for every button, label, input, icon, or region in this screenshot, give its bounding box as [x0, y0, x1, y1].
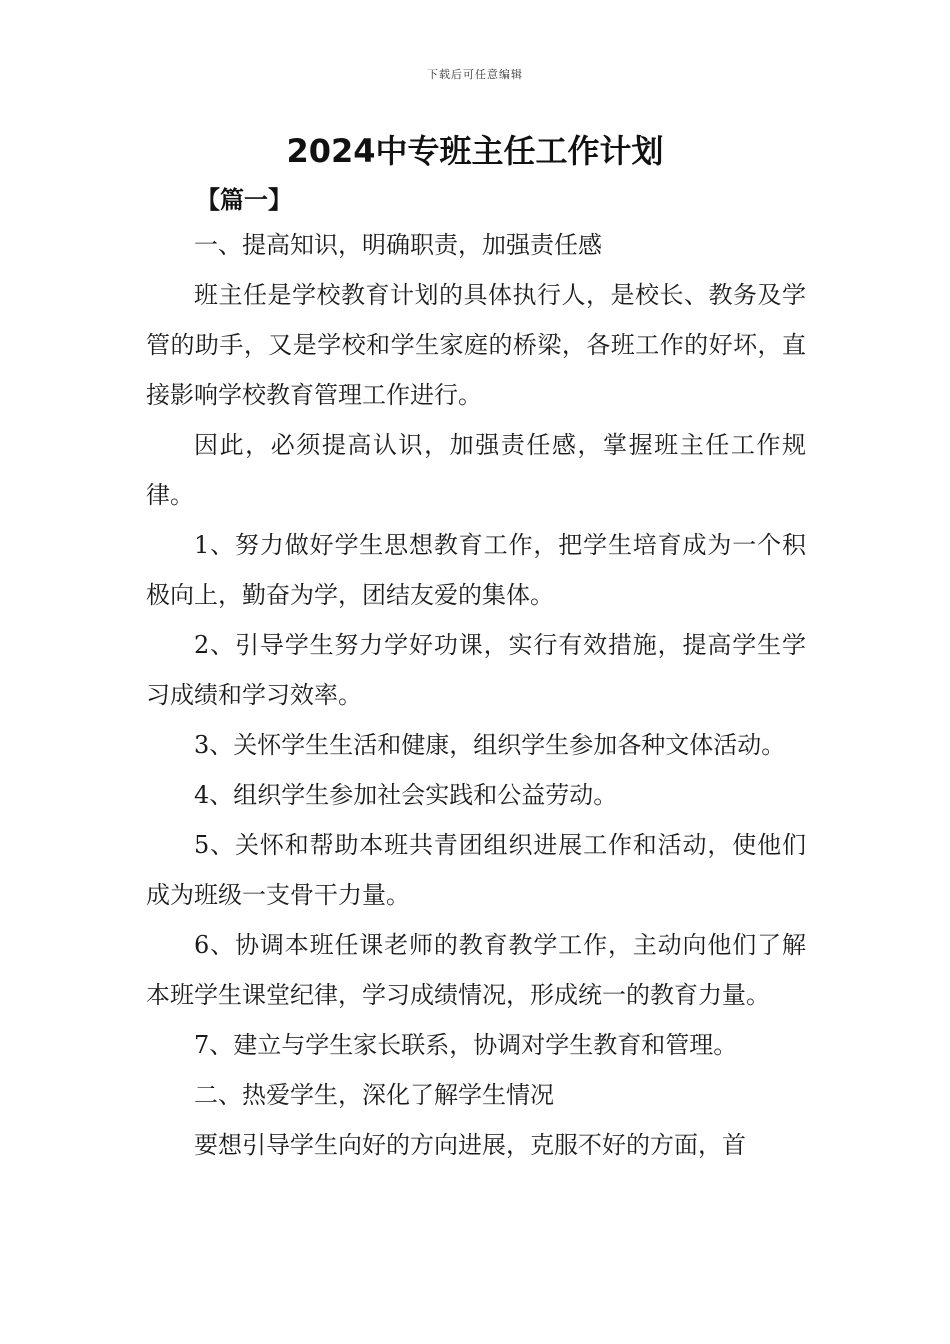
- section-heading-1: 一、提高知识，明确职责，加强责任感: [194, 231, 602, 259]
- header-note: 下载后可任意编辑: [427, 68, 523, 81]
- paragraph: 班主任是学校教育计划的具体执行人，是校长、教务及学管的助手，又是学校和学生家庭的桥梁，各班工作的好坏，直接影响学校教育管理工作进行。: [146, 281, 806, 409]
- list-item: 5、关怀和帮助本班共青团组织进展工作和活动，使他们成为班级一支骨干力量。: [146, 831, 806, 909]
- list-item: 6、协调本班任课老师的教育教学工作，主动向他们了解本班学生课堂纪律，学习成绩情况，形成统一的教育力量。: [146, 931, 806, 1009]
- list-item: 7、建立与学生家长联系，协调对学生教育和管理。: [194, 1031, 738, 1059]
- paragraph: 要想引导学生向好的方向进展，克服不好的方面，首: [194, 1131, 746, 1159]
- paragraph: 因此，必须提高认识，加强责任感，掌握班主任工作规律。: [146, 431, 806, 509]
- list-item: 4、组织学生参加社会实践和公益劳动。: [194, 781, 618, 809]
- page-title: 2024中专班主任工作计划: [286, 132, 664, 170]
- document-body: [146, 220, 806, 1170]
- list-item: 2、引导学生努力学好功课，实行有效措施，提高学生学习成绩和学习效率。: [146, 631, 806, 709]
- section-heading-2: 二、热爱学生，深化了解学生情况: [194, 1081, 554, 1109]
- list-item: 3、关怀学生生活和健康，组织学生参加各种文体活动。: [194, 731, 786, 759]
- list-item: 1、努力做好学生思想教育工作，把学生培育成为一个积极向上，勤奋为学，团结友爱的集体。: [146, 531, 806, 609]
- section-label: 【篇一】: [196, 185, 292, 214]
